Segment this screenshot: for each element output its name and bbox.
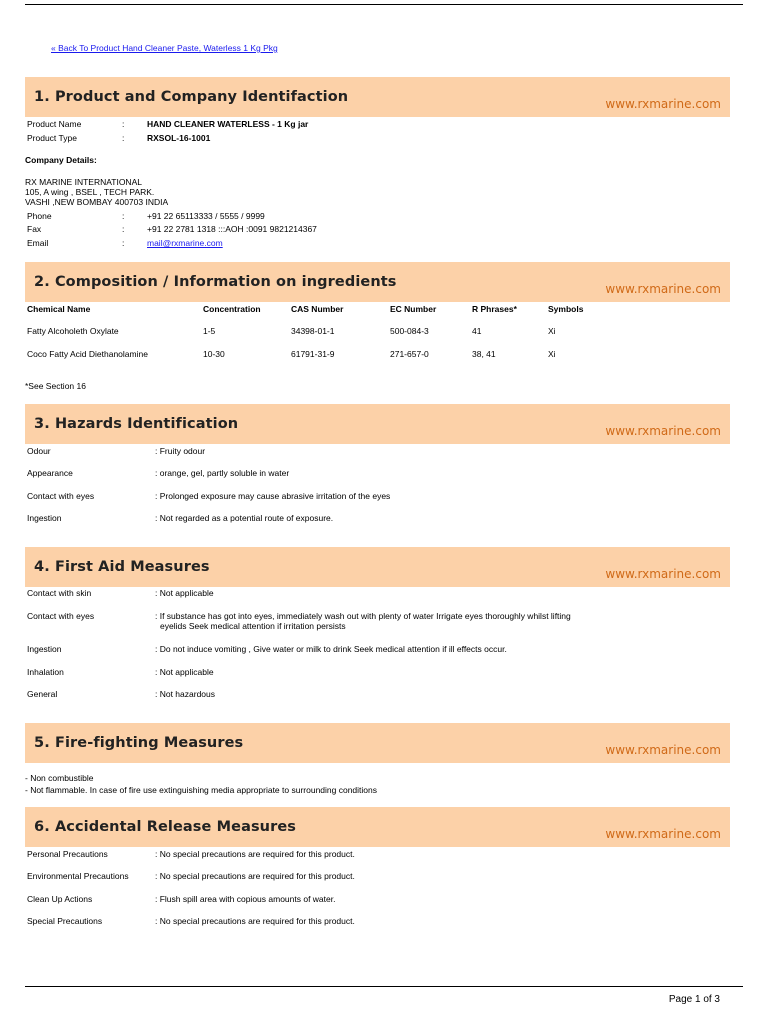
page-number: Page 1 of 3	[668, 994, 720, 1005]
bullet-item: - Not flammable. In case of fire use extinguishing media appropriate to surrounding conditions	[25, 785, 377, 795]
column-header: Concentration	[203, 304, 261, 314]
row-label: Appearance	[27, 468, 73, 478]
table-cell: 10-30	[203, 349, 225, 359]
company-details-heading: Company Details:	[25, 155, 97, 165]
row-label: Clean Up Actions	[27, 894, 93, 904]
section-2-title: 2. Composition / Information on ingredients	[34, 274, 397, 290]
field-label: Product Name	[27, 119, 82, 129]
field-sep: :	[122, 211, 125, 221]
section-1-title: 1. Product and Company Identifaction	[34, 89, 349, 105]
site-watermark: www.rxmarine.com	[605, 827, 721, 841]
fax-value: +91 22 2781 1318 :::AOH :0091 9821214367	[147, 224, 317, 234]
row-value: : orange, gel, partly soluble in water	[155, 468, 290, 478]
table-cell: 500-084-3	[390, 326, 429, 336]
section-5-banner	[25, 723, 730, 763]
back-to-product-link[interactable]: « Back To Product Hand Cleaner Paste, Waterless 1 Kg Pkg	[51, 43, 278, 53]
section-4-title: 4. First Aid Measures	[34, 559, 210, 575]
column-header: R Phrases*	[472, 304, 517, 314]
address-line: VASHI ,NEW BOMBAY 400703 INDIA	[25, 197, 169, 207]
table-cell: 41	[472, 326, 482, 336]
table-cell: 34398-01-1	[291, 326, 335, 336]
top-rule	[25, 4, 743, 5]
phone-label: Phone	[27, 211, 52, 221]
row-value: : Not applicable	[155, 667, 214, 677]
column-header: EC Number	[390, 304, 437, 314]
row-label: Odour	[27, 446, 51, 456]
row-label: Special Precautions	[27, 916, 103, 926]
row-value: : Not regarded as a potential route of exposure.	[155, 513, 334, 523]
column-header: Chemical Name	[27, 304, 91, 314]
phone-value: +91 22 65113333 / 5555 / 9999	[147, 211, 265, 221]
table-cell: Xi	[548, 349, 556, 359]
bottom-rule	[25, 986, 743, 987]
table-cell: 61791-31-9	[291, 349, 335, 359]
section-5-title: 5. Fire-fighting Measures	[34, 735, 244, 751]
section-1-banner	[25, 77, 730, 117]
row-label: Personal Precautions	[27, 849, 108, 859]
row-label: General	[27, 689, 58, 699]
row-label: Contact with eyes	[27, 611, 95, 621]
table-cell: 271-657-0	[390, 349, 429, 359]
site-watermark: www.rxmarine.com	[605, 97, 721, 111]
table-cell: 38, 41	[472, 349, 496, 359]
table-cell: Coco Fatty Acid Diethanolamine	[27, 349, 148, 359]
row-value: : No special precautions are required for this product.	[155, 871, 355, 881]
row-label: Ingestion	[27, 644, 62, 654]
row-value: : No special precautions are required for this product.	[155, 916, 355, 926]
field-sep: :	[122, 224, 125, 234]
address-line: RX MARINE INTERNATIONAL	[25, 177, 142, 187]
field-sep: :	[122, 238, 125, 248]
section-6-banner	[25, 807, 730, 847]
row-value: : Prolonged exposure may cause abrasive irritation of the eyes	[155, 491, 391, 501]
field-label: Product Type	[27, 133, 77, 143]
see-section-note: *See Section 16	[25, 381, 86, 391]
row-value: : Fruity odour	[155, 446, 206, 456]
row-value: : Do not induce vomiting , Give water or milk to drink Seek medical attention if ill effects occur.	[155, 644, 507, 654]
row-label: Inhalation	[27, 667, 64, 677]
row-value-continued: eyelids Seek medical attention if irritation persists	[160, 621, 346, 631]
row-label: Ingestion	[27, 513, 62, 523]
row-label: Environmental Precautions	[27, 871, 129, 881]
table-cell: 1-5	[203, 326, 216, 336]
site-watermark: www.rxmarine.com	[605, 424, 721, 438]
site-watermark: www.rxmarine.com	[605, 567, 721, 581]
column-header: Symbols	[548, 304, 584, 314]
section-2-banner	[25, 262, 730, 302]
fax-label: Fax	[27, 224, 42, 234]
row-value: : Flush spill area with copious amounts of water.	[155, 894, 336, 904]
site-watermark: www.rxmarine.com	[605, 743, 721, 757]
table-cell: Xi	[548, 326, 556, 336]
email-label: Email	[27, 238, 49, 248]
table-cell: Fatty Alcoholeth Oxylate	[27, 326, 119, 336]
row-label: Contact with skin	[27, 588, 92, 598]
site-watermark: www.rxmarine.com	[605, 282, 721, 296]
product-type-value: RXSOL-16-1001	[147, 133, 211, 143]
field-sep: :	[122, 119, 125, 129]
bullet-item: - Non combustible	[25, 773, 94, 783]
address-line: 105, A wing , BSEL , TECH PARK.	[25, 187, 155, 197]
section-3-title: 3. Hazards Identification	[34, 416, 239, 432]
section-3-banner	[25, 404, 730, 444]
row-value: : Not applicable	[155, 588, 214, 598]
section-4-banner	[25, 547, 730, 587]
product-name-value: HAND CLEANER WATERLESS - 1 Kg jar	[147, 119, 309, 129]
column-header: CAS Number	[291, 304, 344, 314]
email-link[interactable]: mail@rxmarine.com	[147, 238, 223, 248]
row-value: : No special precautions are required for this product.	[155, 849, 355, 859]
row-value: : Not hazardous	[155, 689, 216, 699]
row-label: Contact with eyes	[27, 491, 95, 501]
section-6-title: 6. Accidental Release Measures	[34, 819, 297, 835]
field-sep: :	[122, 133, 125, 143]
row-value: : If substance has got into eyes, immediately wash out with plenty of water Irrigate eyes thoroughly whilst lifting	[155, 611, 571, 621]
